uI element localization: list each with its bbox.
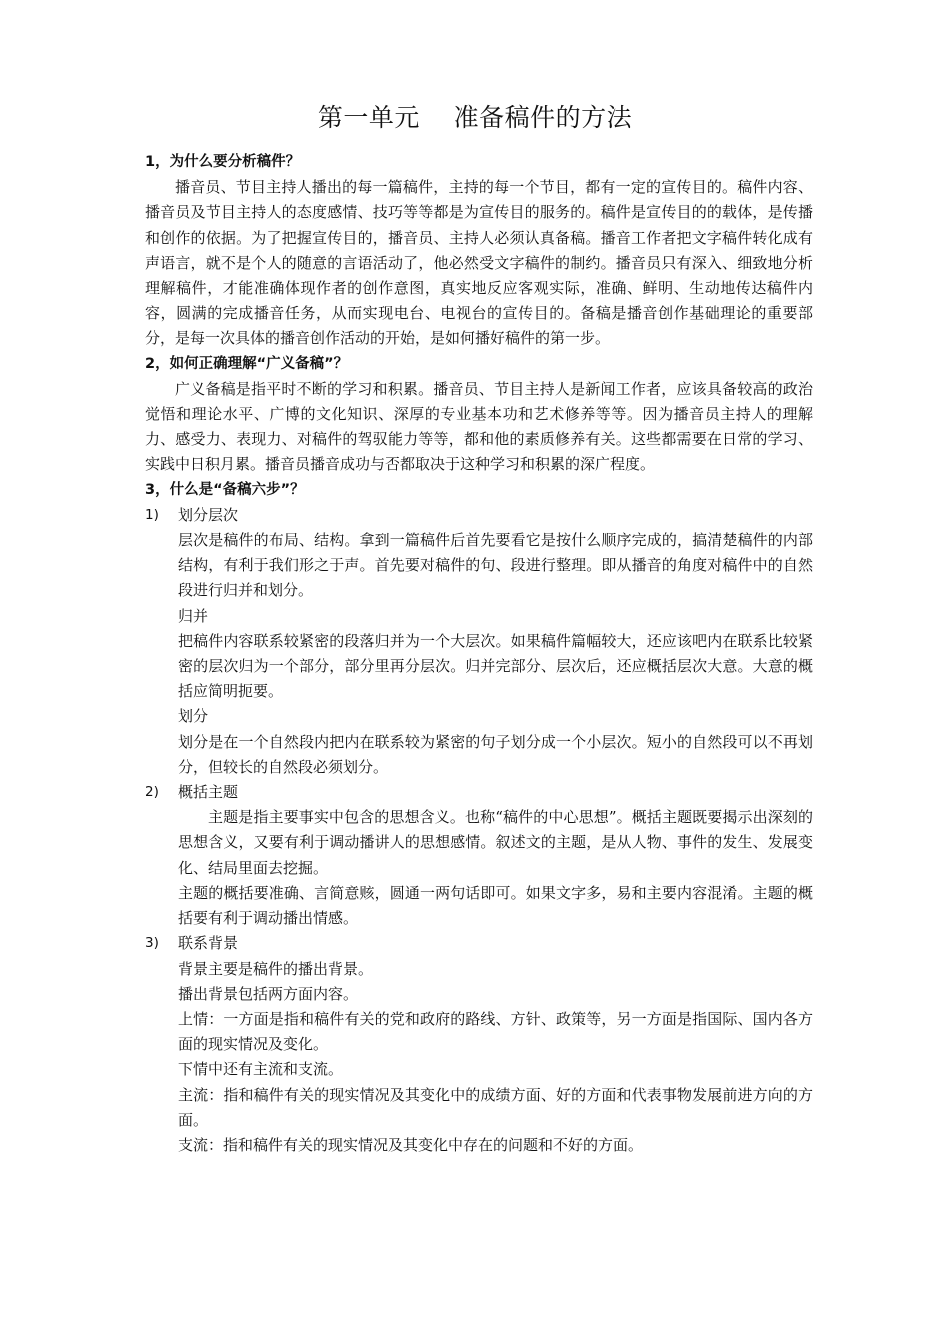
step-3-line-3: 上情：一方面是指和稿件有关的党和政府的路线、方针、政策等，另一方面是指国际、国内各方面的现实情况及变化。 [178, 1009, 813, 1054]
step-1 [145, 503, 813, 528]
step-3-line-1: 背景主要是稿件的播出背景。 [178, 959, 374, 978]
question-2-answer: 广义备稿是指平时不断的学习和积累。播音员、节目主持人是新闻工作者，应该具备较高的政治觉悟和理论水平、广博的文化知识、深厚的专业基本功和艺术修养等等。因为播音员主持人的理解力、感受力、表现力、对稿件的驾驭能力等等，都和他的素质修养有关。这些都需要在日常的学习、实践中日积月累。播音员播音成功与否都取决于这种学习和积累的深广程度。 [145, 379, 813, 474]
step-1-subheading-merge: 归并 [178, 606, 209, 625]
step-1-number: 1) [145, 506, 159, 523]
question-1-heading: 1，为什么要分析稿件？ [145, 154, 301, 170]
step-1-divide-paragraph: 划分是在一个自然段内把内在联系较为紧密的句子划分成一个小层次。短小的自然段可以不再划分，但较长的自然段必须划分。 [178, 732, 813, 776]
step-3-number: 3) [145, 935, 159, 952]
step-1-title: 划分层次 [178, 505, 239, 524]
question-1-answer: 播音员、节目主持人播出的每一篇稿件，主持的每一个节目，都有一定的宣传目的。稿件内容、播音员及节目主持人的态度感情、技巧等等都是为宣传目的服务的。稿件是宣传目的的载体，是传播和创作的依据。为了把握宣传目的，播音员、主持人必须认真备稿。播音工作者把文字稿件转化成有声语言，就不是个人的随意的言语活动了，他必然受文字稿件的制约。播音员只有深入、细致地分析理解稿件，才能准确体现作者的创作意图，真实地反应客观实际，准确、鲜明、生动地传达稿件内容，圆满的完成播音任务，从而实现电台、电视台的宣传目的。备稿是播音创作基础理论的重要部分，是每一次具体的播音创作活动的开始，是如何播好稿件的第一步。 [145, 178, 813, 348]
step-3-line-4: 下情中还有主流和支流。 [178, 1060, 344, 1079]
step-3 [145, 931, 813, 956]
step-2 [145, 780, 813, 805]
question-3-heading: 3，什么是“备稿六步”？ [145, 481, 305, 498]
step-1-paragraph: 层次是稿件的布局、结构。拿到一篇稿件后首先要看它是按什么顺序完成的，搞清楚稿件的内部结构，有利于我们形之于声。首先要对稿件的句、段进行整理。即从播音的角度对稿件中的自然段进行归并和划分。 [178, 531, 813, 600]
document-body [145, 150, 813, 1158]
step-2-paragraph: 主题是指主要事实中包含的思想含义。也称“稿件的中心思想”。概括主题既要揭示出深刻的思想含义，又要有利于调动播讲人的思想感情。叙述文的主题，是从人物、事件的发生、发展变化、结局里面去挖掘。 [178, 808, 813, 877]
step-3-line-2: 播出背景包括两方面内容。 [178, 984, 359, 1003]
question-2-heading: 2，如何正确理解“广义备稿”？ [145, 355, 349, 372]
step-2-number: 2) [145, 784, 159, 801]
step-3-line-6: 支流：指和稿件有关的现实情况及其变化中存在的问题和不好的方面。 [178, 1135, 644, 1154]
page-title: 第一单元 准备稿件的方法 [317, 103, 633, 132]
step-2-paragraph-2: 主题的概括要准确、言简意赅，圆通一两句话即可。如果文字多，易和主要内容混淆。主题的概括要有利于调动播出情感。 [178, 883, 813, 928]
step-1-subheading-divide: 划分 [178, 707, 209, 726]
step-3-title: 联系背景 [178, 934, 239, 953]
step-3-line-5: 主流：指和稿件有关的现实情况及其变化中的成绩方面、好的方面和代表事物发展前进方向的方面。 [178, 1085, 813, 1129]
step-1-merge-paragraph: 把稿件内容联系较紧密的段落归并为一个大层次。如果稿件篇幅较大，还应该吧内在联系比较紧密的层次归为一个部分，部分里再分层次。归并完部分、层次后，还应概括层次大意。大意的概括应简明扼要。 [178, 631, 813, 701]
step-2-title: 概括主题 [178, 783, 239, 802]
